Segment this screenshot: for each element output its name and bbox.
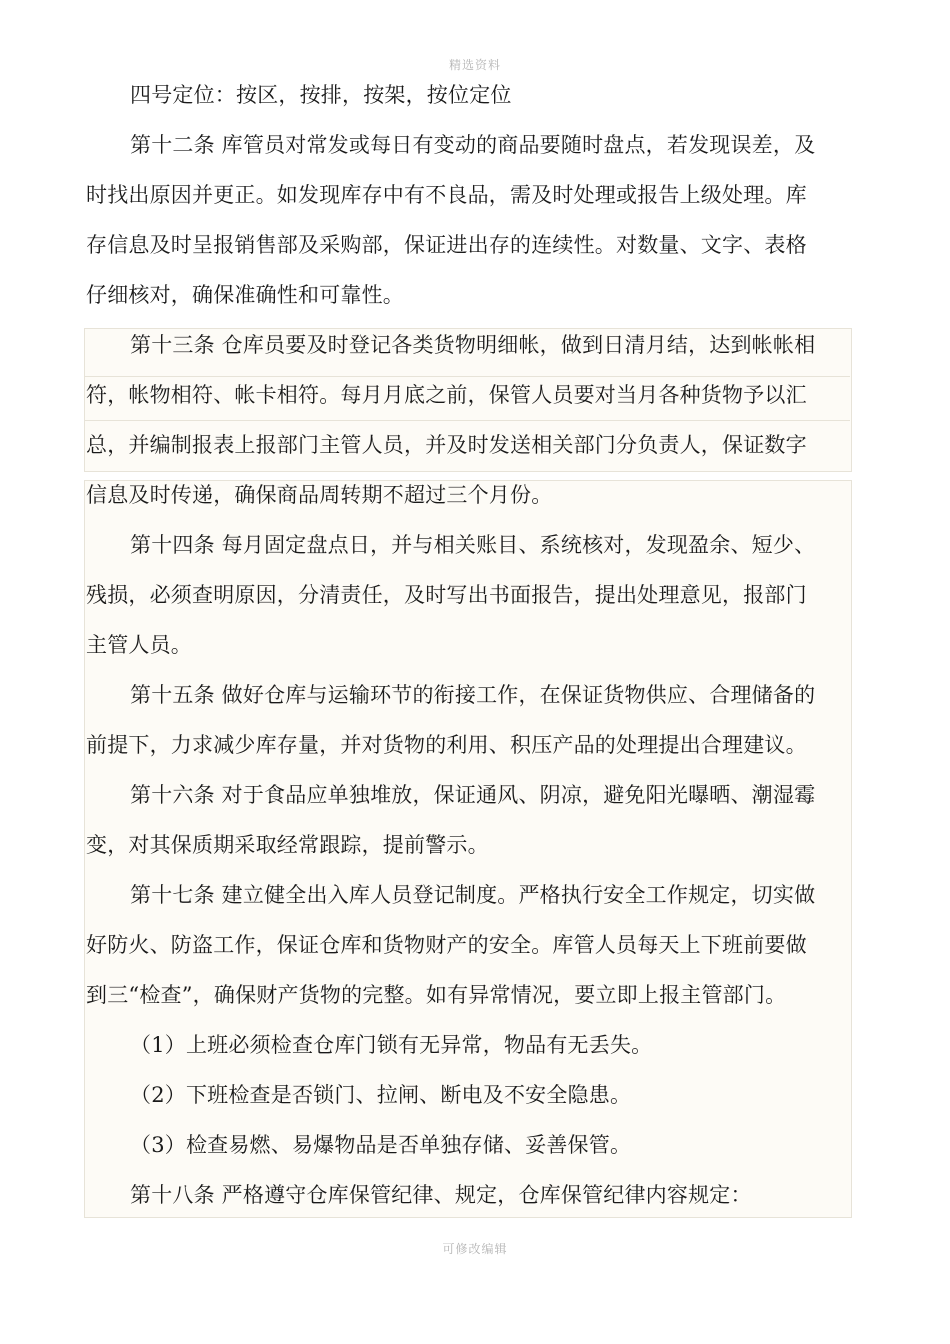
page-header: 精选资料: [448, 58, 501, 72]
text-line: 好防火、防盗工作，保证仓库和货物财产的安全。库管人员每天上下班前要做: [86, 933, 807, 957]
text-line: 第十四条 每月固定盘点日，并与相关账目、系统核对，发现盈余、短少、: [130, 533, 816, 557]
text-line: 第十五条 做好仓库与运输环节的衔接工作，在保证货物供应、合理储备的: [130, 683, 816, 707]
text-line: （3）检查易燃、易爆物品是否单独存储、妥善保管。: [130, 1133, 632, 1157]
text-line: 到三“检查”，确保财产货物的完整。如有异常情况，要立即上报主管部门。: [86, 983, 787, 1007]
document-body: [86, 70, 856, 1220]
text-line: 总，并编制报表上报部门主管人员，并及时发送相关部门分负责人，保证数字: [86, 433, 807, 457]
page-footer: 可修改编辑: [442, 1242, 508, 1256]
text-line: （1）上班必须检查仓库门锁有无异常，物品有无丢失。: [130, 1033, 653, 1057]
text-line: 前提下，力求减少库存量，并对货物的利用、积压产品的处理提出合理建议。: [86, 733, 807, 757]
text-line: 时找出原因并更正。如发现库存中有不良品，需及时处理或报告上级处理。库: [86, 183, 807, 207]
text-line: 第十七条 建立健全出入库人员登记制度。严格执行安全工作规定，切实做: [130, 883, 816, 907]
text-line: 第十八条 严格遵守仓库保管纪律、规定，仓库保管纪律内容规定：: [130, 1183, 752, 1207]
text-line: 仔细核对，确保准确性和可靠性。: [86, 283, 404, 307]
text-line: 存信息及时呈报销售部及采购部，保证进出存的连续性。对数量、文字、表格: [86, 233, 807, 257]
text-line: （2）下班检查是否锁门、拉闸、断电及不安全隐患。: [130, 1083, 632, 1107]
text-line: 第十三条 仓库员要及时登记各类货物明细帐，做到日清月结，达到帐帐相: [130, 333, 816, 357]
text-line: 信息及时传递，确保商品周转期不超过三个月份。: [86, 483, 553, 507]
text-line: 第十六条 对于食品应单独堆放，保证通风、阴凉，避免阳光曝晒、潮湿霉: [130, 783, 816, 807]
text-line: 第十二条 库管员对常发或每日有变动的商品要随时盘点，若发现误差，及: [130, 133, 816, 157]
text-line: 残损，必须查明原因，分清责任，及时写出书面报告，提出处理意见，报部门: [86, 583, 807, 607]
text-line: 主管人员。: [86, 633, 192, 657]
text-line: 四号定位：按区，按排，按架，按位定位: [130, 83, 512, 107]
text-line: 符，帐物相符、帐卡相符。每月月底之前，保管人员要对当月各种货物予以汇: [86, 383, 807, 407]
text-line: 变，对其保质期采取经常跟踪，提前警示。: [86, 833, 489, 857]
